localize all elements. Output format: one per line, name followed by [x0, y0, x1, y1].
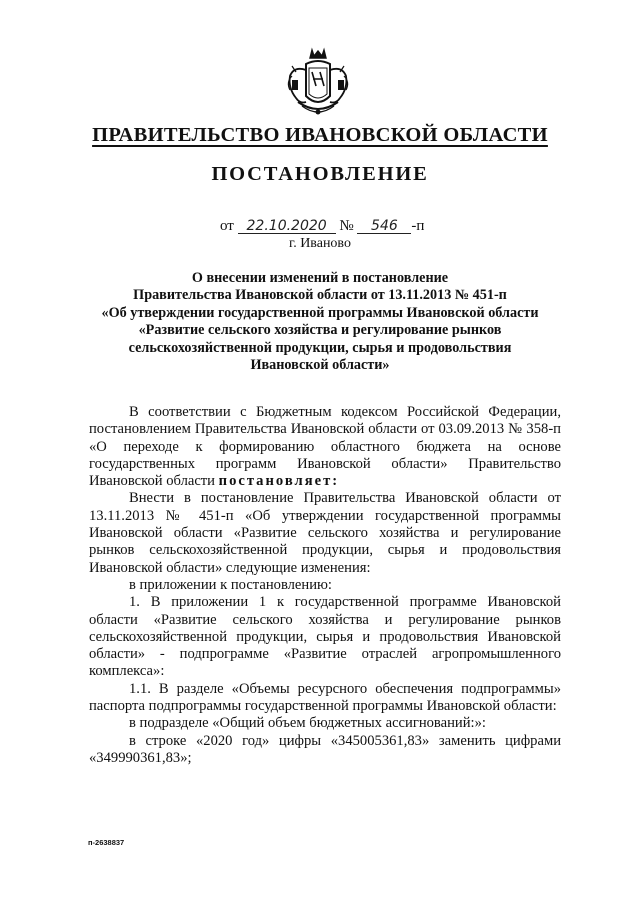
decree-word: постановляет: — [218, 473, 340, 490]
handwritten-date: 22.10.2020 — [238, 219, 336, 234]
paragraph-preamble — [89, 404, 561, 490]
heading-line: Ивановской области» — [250, 357, 390, 374]
paragraph-row-2020: в строке «2020 год» цифры «345005361,83» заменить цифрами «349990361,83»; — [89, 732, 561, 766]
date-number-line — [220, 218, 424, 235]
heading-line: «Об утверждении государственной программы Ивановской области — [101, 304, 539, 321]
paragraph-amend: Внести в постановление Правительства Ивановской области от 13.11.2013 № 451-п «Об утверждении государственной программы Ивановской области «Развитие сельского хозяйства и регулирование рынков сельскохозяйственной продукции, сырья и продовольствия Ивановской области» следующие изменения: — [89, 490, 561, 576]
paragraph-item-1: 1. В приложении 1 к государственной программе Ивановской области «Развитие сельского хозяйства и регулирование рынков сельскохозяйственной продукции, сырья и продовольствия Ивановской области» - подпрограмме «Развитие отраслей агропромышленного комплекса»: — [89, 594, 561, 680]
preamble-text: В соответствии с Бюджетным кодексом Российской Федерации, постановлением Правительства Ивановской области от 03.09.2013 № 358-п «О переходе к формированию областного бюджета на основе государственных программ Ивановской области» Правительство Ивановской области — [89, 404, 561, 490]
number-suffix: -п — [411, 218, 425, 234]
document-code: п-2638837 — [88, 838, 125, 847]
document-type: ПОСТАНОВЛЕНИЕ — [211, 163, 429, 185]
coat-of-arms-icon — [284, 46, 352, 120]
heading-line: Правительства Ивановской области от 13.11.2013 № 451-п — [133, 287, 507, 304]
paragraph-item-1-1: 1.1. В разделе «Объемы ресурсного обеспечения подпрограммы» паспорта подпрограммы государственной программы Ивановской области: — [89, 680, 561, 715]
handwritten-number: 546 — [357, 219, 411, 234]
heading-line: сельскохозяйственной продукции, сырья и продовольствия — [128, 339, 512, 356]
paragraph-appendix: в приложении к постановлению: — [129, 576, 332, 593]
date-prefix: от — [220, 218, 234, 234]
government-title: ПРАВИТЕЛЬСТВО ИВАНОВСКОЙ ОБЛАСТИ — [92, 124, 548, 146]
number-prefix: № — [339, 218, 354, 234]
heading-line: О внесении изменений в постановление — [191, 270, 449, 286]
document-heading — [60, 270, 580, 374]
paragraph-subsection: в подразделе «Общий объем бюджетных ассигнований:»: — [129, 715, 486, 732]
city: г. Иваново — [289, 236, 351, 251]
document-body — [89, 404, 561, 767]
heading-line: «Развитие сельского хозяйства и регулирование рынков — [138, 322, 502, 339]
